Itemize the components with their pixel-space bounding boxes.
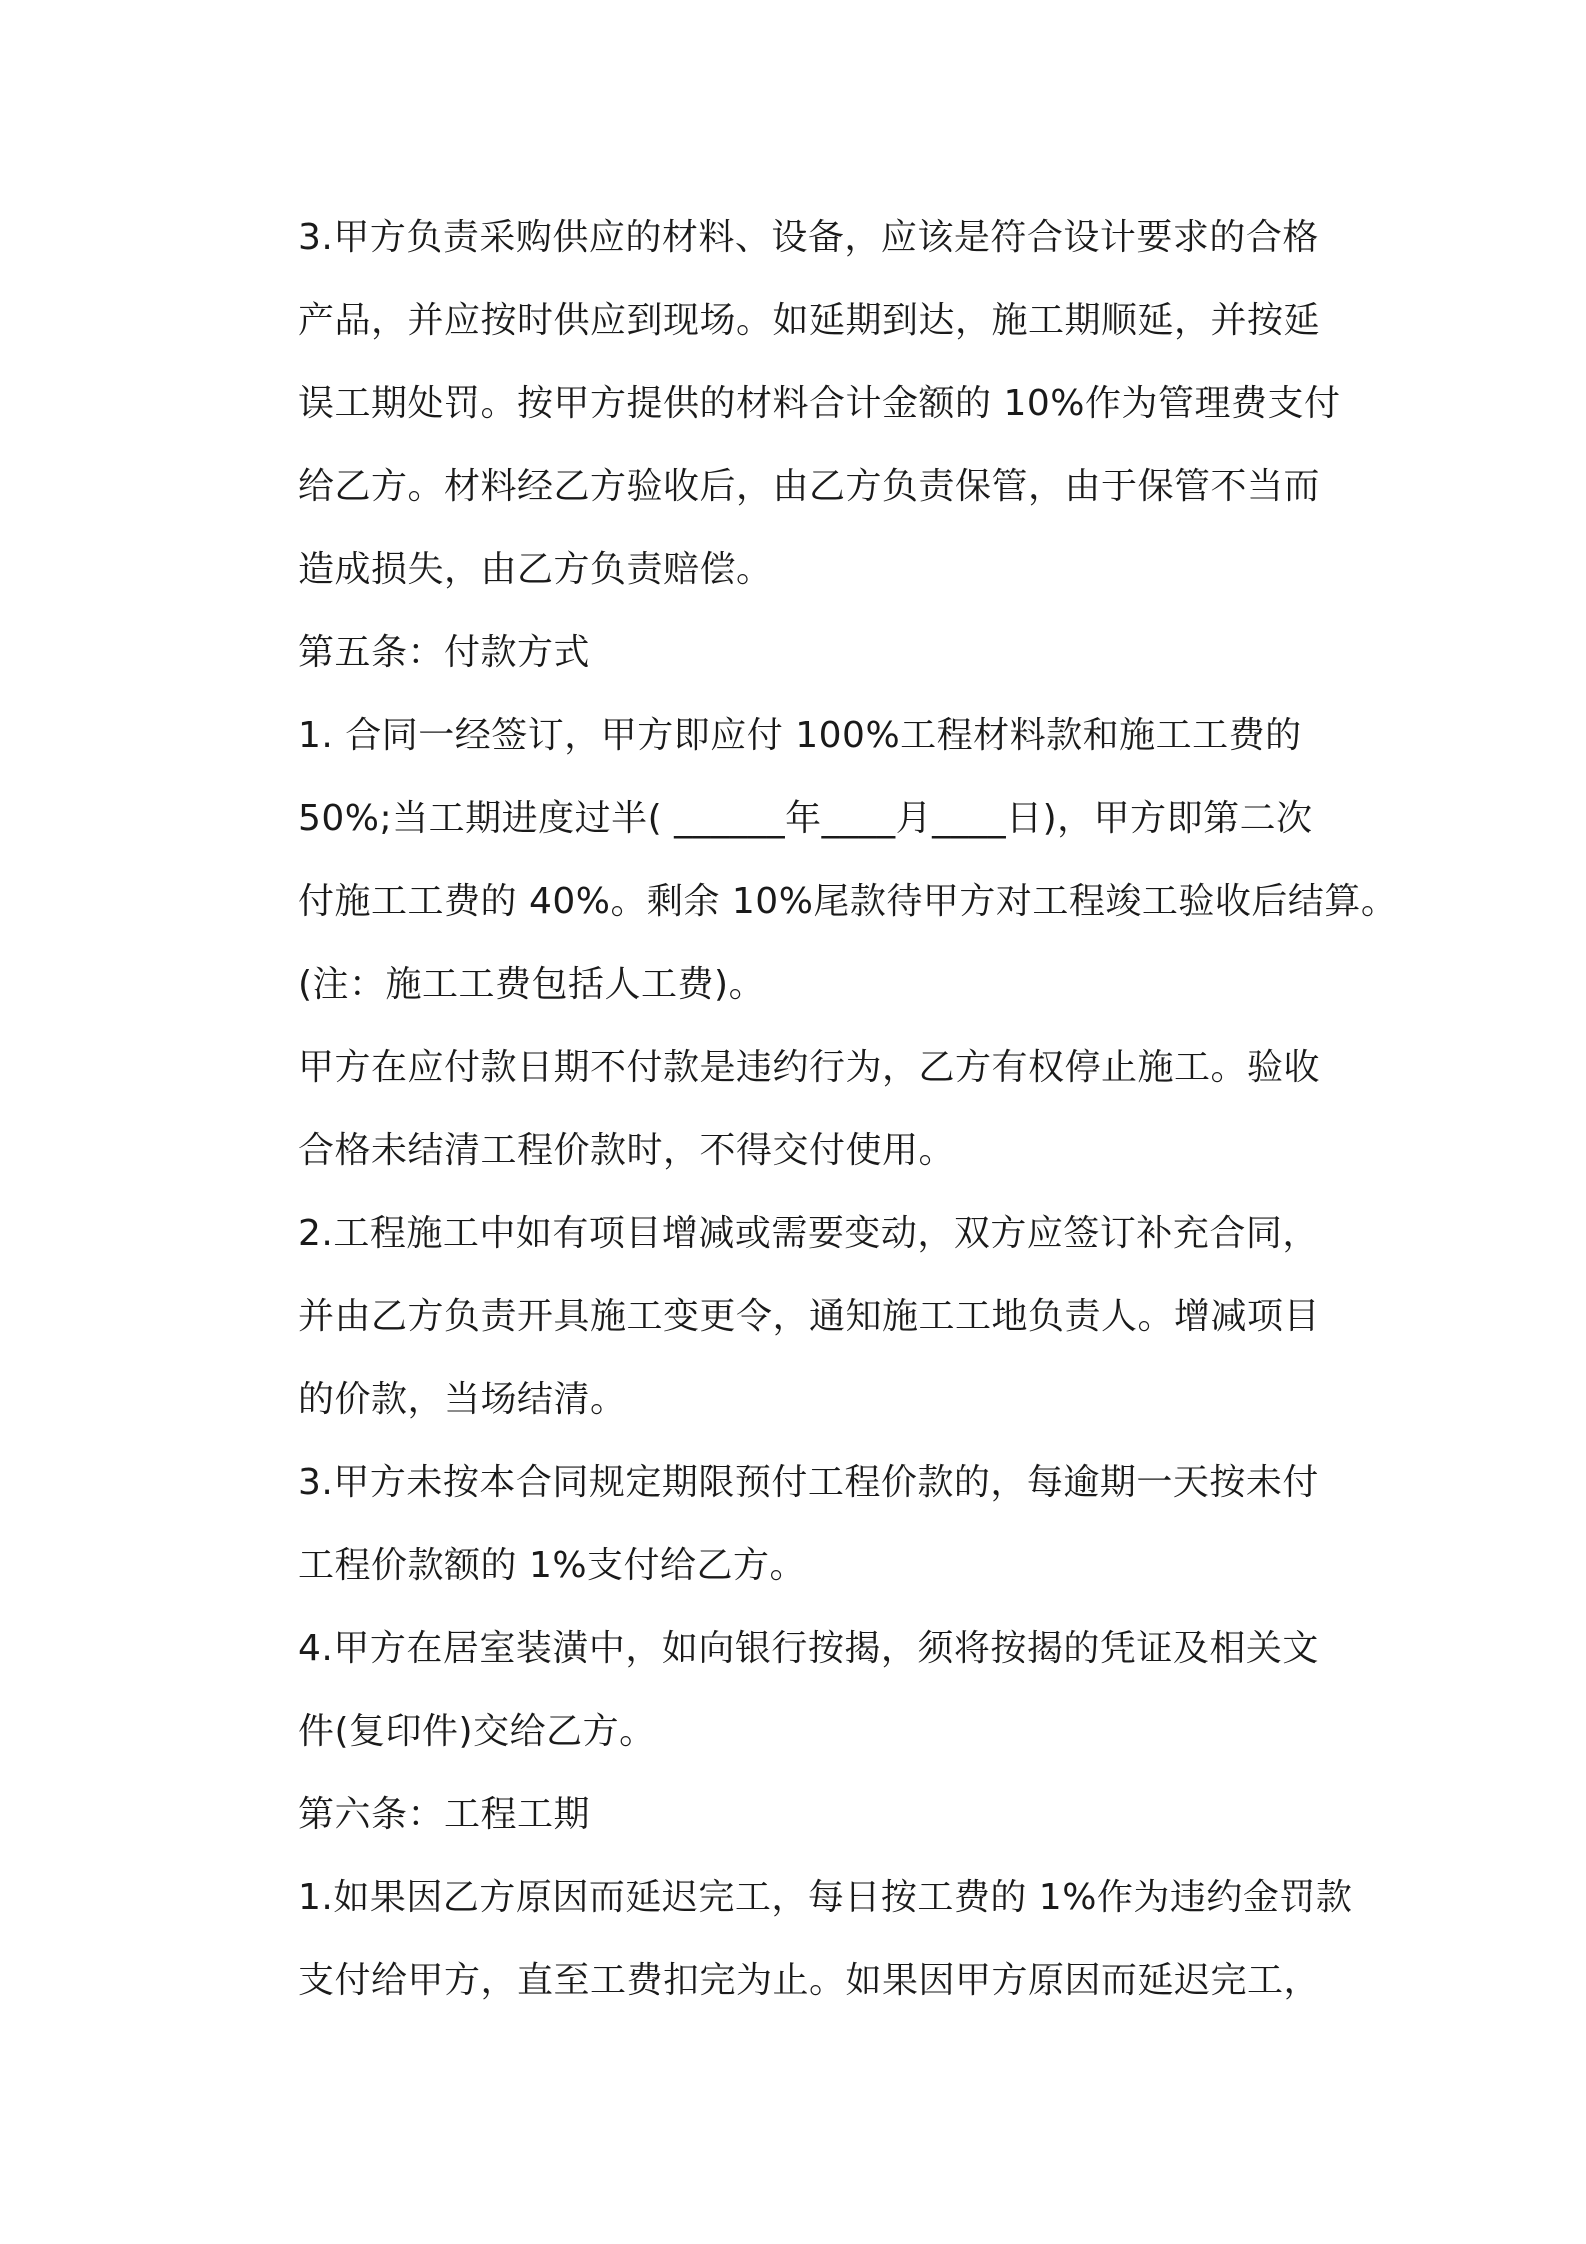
text-line: 2.工程施工中如有项目增减或需要变动，双方应签订补充合同， <box>298 1213 1319 1254</box>
text-line: 合格未结清工程价款时，不得交付使用。 <box>298 1130 956 1171</box>
text-line: 3.甲方负责采购供应的材料、设备，应该是符合设计要求的合格 <box>298 217 1319 258</box>
text-line: 误工期处罚。按甲方提供的材料合计金额的 10%作为管理费支付 <box>298 383 1341 424</box>
section-heading-schedule: 第六条：工程工期 <box>298 1794 591 1835</box>
text-line: 的价款，当场结清。 <box>298 1379 627 1420</box>
text-line: 付施工工费的 40%。剩余 10%尾款待甲方对工程竣工验收后结算。 <box>298 881 1398 922</box>
text-line: 50%;当工期进度过半( ______年____月____日)，甲方即第二次 <box>298 798 1313 839</box>
text-line: 4.甲方在居室装潢中，如向银行按揭，须将按揭的凭证及相关文 <box>298 1628 1319 1669</box>
text-line: 3.甲方未按本合同规定期限预付工程价款的，每逾期一天按未付 <box>298 1462 1319 1503</box>
text-line: 1.如果因乙方原因而延迟完工，每日按工费的 1%作为违约金罚款 <box>298 1877 1353 1918</box>
document-body <box>298 196 1398 2022</box>
text-line: 1. 合同一经签订，甲方即应付 100%工程材料款和施工工费的 <box>298 715 1302 756</box>
text-line: 产品，并应按时供应到现场。如延期到达，施工期顺延，并按延 <box>298 300 1321 341</box>
text-line: 并由乙方负责开具施工变更令，通知施工工地负责人。增减项目 <box>298 1296 1321 1337</box>
text-line: (注：施工工费包括人工费)。 <box>298 964 766 1005</box>
section-heading-payment: 第五条：付款方式 <box>298 632 591 673</box>
text-line: 支付给甲方，直至工费扣完为止。如果因甲方原因而延迟完工， <box>298 1960 1321 2001</box>
text-line: 甲方在应付款日期不付款是违约行为，乙方有权停止施工。验收 <box>298 1047 1321 1088</box>
text-line: 造成损失，由乙方负责赔偿。 <box>298 549 773 590</box>
text-line: 工程价款额的 1%支付给乙方。 <box>298 1545 807 1586</box>
text-line: 件(复印件)交给乙方。 <box>298 1711 656 1752</box>
text-line: 给乙方。材料经乙方验收后，由乙方负责保管，由于保管不当而 <box>298 466 1321 507</box>
